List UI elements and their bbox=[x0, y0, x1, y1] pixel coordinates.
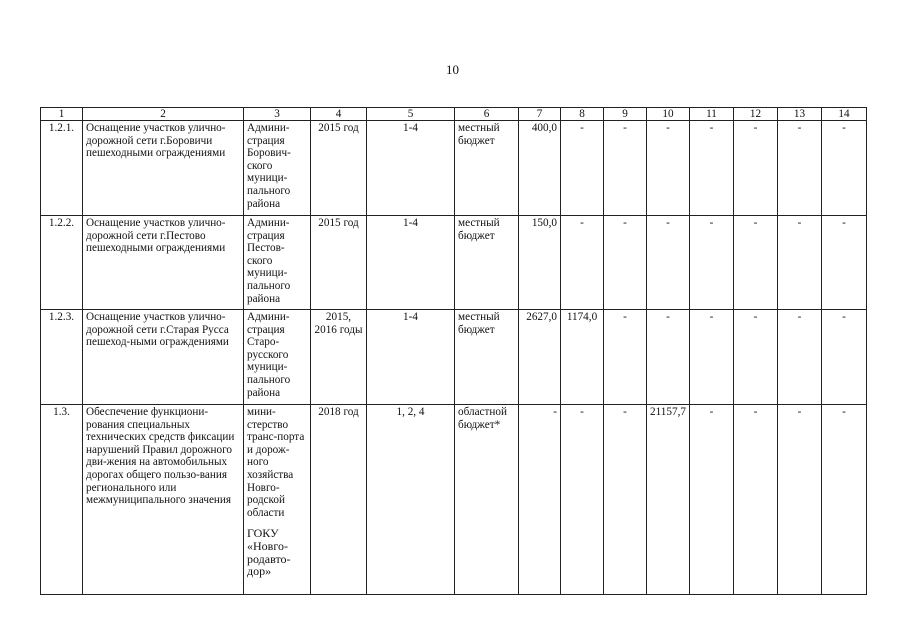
value-cell: - bbox=[647, 216, 690, 310]
column-header: 10 bbox=[647, 108, 690, 121]
value-cell: 1174,0 bbox=[561, 310, 604, 405]
row-number-cell: 1.2.1. bbox=[41, 121, 83, 216]
program-measures-table bbox=[40, 107, 867, 595]
value-cell: - bbox=[734, 216, 778, 310]
value-cell: - bbox=[604, 310, 647, 405]
value-cell: - bbox=[822, 216, 867, 310]
task-ref-cell: 1-4 bbox=[367, 310, 455, 405]
value-cell: - bbox=[561, 216, 604, 310]
executor-cell bbox=[244, 405, 311, 595]
funding-source-cell: местный бюджет bbox=[455, 216, 519, 310]
value-cell: 150,0 bbox=[519, 216, 561, 310]
measure-name-cell: Оснащение участков улично-дорожной сети г.Старая Русса пешеход-ными ограждениями bbox=[83, 310, 244, 405]
executor-name: Админи-страция Старо-русского муници-пального района bbox=[247, 311, 291, 399]
period-cell: 2018 год bbox=[311, 405, 367, 595]
task-ref-cell: 1, 2, 4 bbox=[367, 405, 455, 595]
value-cell: - bbox=[734, 405, 778, 595]
funding-source-cell: областной бюджет* bbox=[455, 405, 519, 595]
period-cell: 2015, 2016 годы bbox=[311, 310, 367, 405]
value-cell: - bbox=[822, 405, 867, 595]
column-number-row bbox=[41, 108, 867, 121]
value-cell: - bbox=[690, 405, 734, 595]
value-cell: - bbox=[734, 121, 778, 216]
value-cell: - bbox=[734, 310, 778, 405]
column-header: 2 bbox=[83, 108, 244, 121]
column-header: 13 bbox=[778, 108, 822, 121]
value-cell: - bbox=[647, 310, 690, 405]
value-cell: - bbox=[778, 405, 822, 595]
row-number-cell: 1.2.3. bbox=[41, 310, 83, 405]
executor-cell bbox=[244, 121, 311, 216]
value-cell: - bbox=[561, 121, 604, 216]
task-ref-cell: 1-4 bbox=[367, 216, 455, 310]
executor-cell bbox=[244, 216, 311, 310]
measure-name-cell: Обеспечение функциони-рования специальных технических средств фиксации нарушений Правил дорожного дви-жения на автомобильных дорогах общего пользо-вания регионального или межмуниципального значения bbox=[83, 405, 244, 595]
value-cell: - bbox=[690, 216, 734, 310]
table-body bbox=[41, 121, 867, 595]
column-header: 3 bbox=[244, 108, 311, 121]
page-number: 10 bbox=[446, 62, 459, 77]
value-cell: - bbox=[822, 121, 867, 216]
column-header: 6 bbox=[455, 108, 519, 121]
period-cell: 2015 год bbox=[311, 216, 367, 310]
measure-name-cell: Оснащение участков улично-дорожной сети г.Боровичи пешеходными ограждениями bbox=[83, 121, 244, 216]
column-header: 4 bbox=[311, 108, 367, 121]
funding-source-cell: местный бюджет bbox=[455, 310, 519, 405]
value-cell: 21157,7 bbox=[647, 405, 690, 595]
executor-name: мини-стерство транс-порта и дорож-ного хозяйства Новго-родской области bbox=[247, 406, 305, 519]
value-cell: - bbox=[519, 405, 561, 595]
table-row bbox=[41, 405, 867, 595]
executor-name: ГОКУ «Новго-родавто-дор» bbox=[247, 526, 291, 579]
column-header: 9 bbox=[604, 108, 647, 121]
column-header: 14 bbox=[822, 108, 867, 121]
funding-source-cell: местный бюджет bbox=[455, 121, 519, 216]
row-number-cell: 1.3. bbox=[41, 405, 83, 595]
value-cell: - bbox=[690, 310, 734, 405]
measure-name-cell: Оснащение участков улично-дорожной сети г.Пестово пешеходными ограждениями bbox=[83, 216, 244, 310]
table-row bbox=[41, 310, 867, 405]
column-header: 7 bbox=[519, 108, 561, 121]
value-cell: - bbox=[822, 310, 867, 405]
table-row bbox=[41, 216, 867, 310]
executor-cell bbox=[244, 310, 311, 405]
value-cell: - bbox=[690, 121, 734, 216]
column-header: 8 bbox=[561, 108, 604, 121]
value-cell: - bbox=[778, 216, 822, 310]
row-number-cell: 1.2.2. bbox=[41, 216, 83, 310]
column-header: 12 bbox=[734, 108, 778, 121]
column-header: 1 bbox=[41, 108, 83, 121]
column-header: 5 bbox=[367, 108, 455, 121]
value-cell: - bbox=[604, 216, 647, 310]
value-cell: 2627,0 bbox=[519, 310, 561, 405]
executor-name: Админи-страция Пестов-ского муници-пального района bbox=[247, 217, 291, 305]
value-cell: - bbox=[561, 405, 604, 595]
executor-name: Админи-страция Борович-ского муници-пального района bbox=[247, 122, 291, 210]
value-cell: - bbox=[778, 121, 822, 216]
task-ref-cell: 1-4 bbox=[367, 121, 455, 216]
period-cell: 2015 год bbox=[311, 121, 367, 216]
value-cell: 400,0 bbox=[519, 121, 561, 216]
value-cell: - bbox=[778, 310, 822, 405]
table-row bbox=[41, 121, 867, 216]
value-cell: - bbox=[604, 121, 647, 216]
value-cell: - bbox=[604, 405, 647, 595]
column-header: 11 bbox=[690, 108, 734, 121]
value-cell: - bbox=[647, 121, 690, 216]
